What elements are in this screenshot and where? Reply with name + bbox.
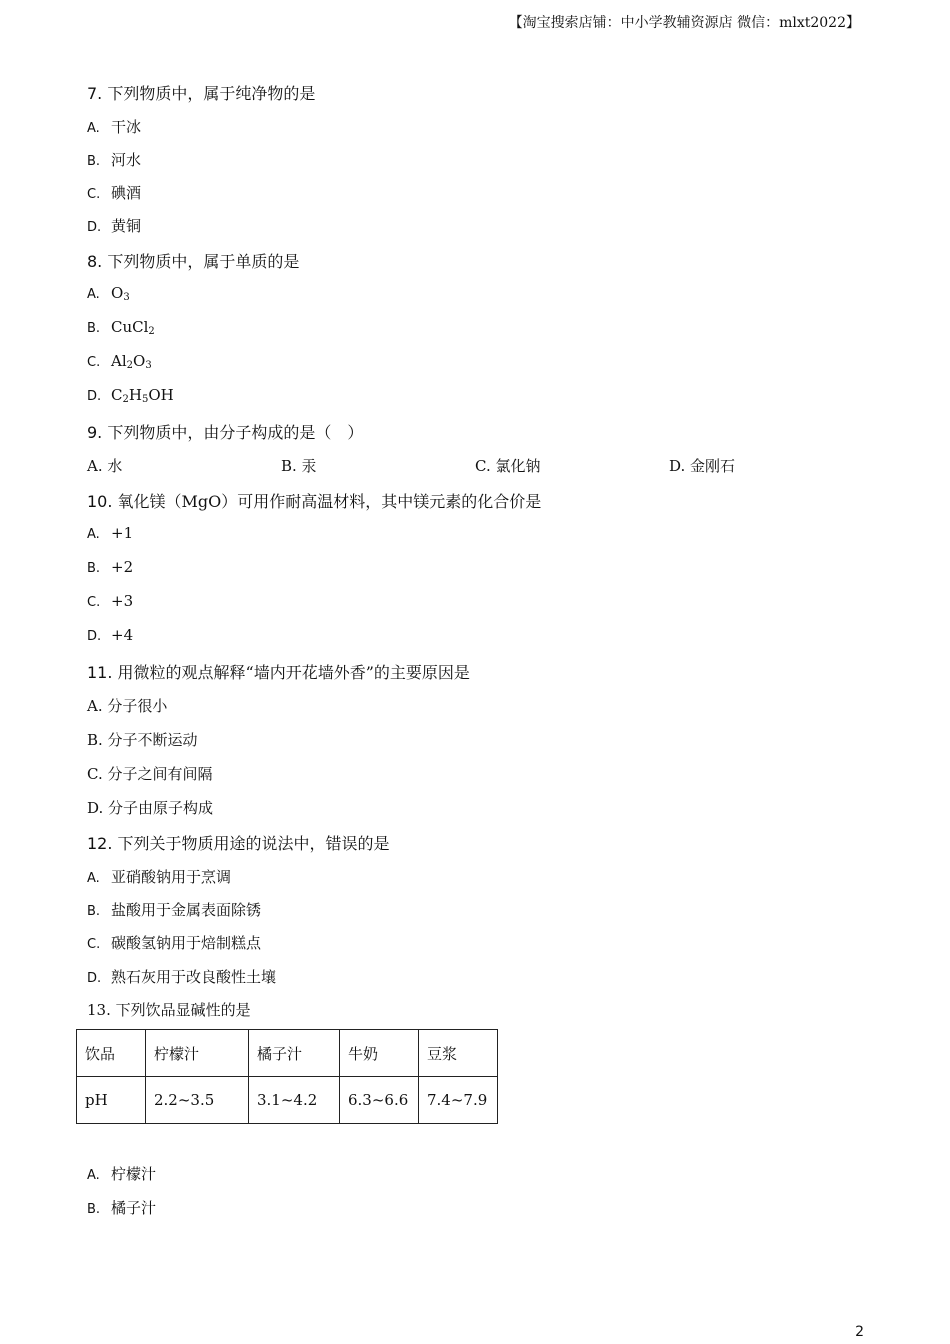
question-9 [87, 420, 363, 443]
option-10c: C. +3 [87, 592, 134, 610]
option-7b: B. 河水 [87, 151, 142, 169]
question-text: 下列物质中，属于单质的是 [102, 252, 300, 271]
option-7c: C. 碘酒 [87, 184, 142, 202]
page-number: 2 [855, 1324, 864, 1340]
table-cell: 柠檬汁 [146, 1030, 249, 1077]
option-8a: A. $O_3$ [87, 284, 130, 303]
question-text: 下列关于物质用途的说法中，错误的是 [112, 834, 390, 853]
option-11d: D. 分子由原子构成 [87, 799, 214, 817]
table-cell: 牛奶 [340, 1030, 419, 1077]
option-11a: A. 分子很小 [87, 697, 168, 715]
option-12b: B. 盐酸用于金属表面除锈 [87, 901, 262, 919]
option-11c: C. 分子之间有间隔 [87, 765, 213, 783]
option-8b: B. CuCl$_2$ [87, 318, 155, 337]
option-10b: B. +2 [87, 558, 134, 576]
question-text: 下列物质中，由分子构成的是（ ） [102, 423, 364, 442]
question-number: 9. [87, 423, 103, 442]
table-row [77, 1077, 498, 1124]
option-13b: B. 橘子汁 [87, 1199, 157, 1217]
question-text: 氧化镁（MgO）可用作耐高温材料，其中镁元素的化合价是 [112, 492, 542, 511]
table-cell: 豆浆 [419, 1030, 498, 1077]
table-cell: pH [77, 1077, 146, 1124]
option-8d: D. $C_2H_5OH$ [87, 386, 174, 405]
question-number: 10. [87, 492, 113, 511]
option-13a: A. 柠檬汁 [87, 1165, 157, 1183]
question-13 [87, 999, 251, 1020]
formula-al2o3: $Al_2O_3$ [111, 352, 152, 371]
question-number: 12. [87, 834, 113, 853]
formula-o3: $O_3$ [111, 284, 130, 303]
option-10a: A. +1 [87, 524, 134, 542]
page-header-watermark: 【淘宝搜索店铺：中小学教辅资源店 微信：mlxt2022】 [508, 15, 860, 31]
question-number: 8. [87, 252, 103, 271]
question-number: 13. [87, 1001, 111, 1019]
option-9a: A. 水 [87, 457, 123, 475]
option-7d: D. 黄铜 [87, 217, 142, 235]
option-12d: D. 熟石灰用于改良酸性土壤 [87, 968, 277, 986]
ph-table [76, 1029, 498, 1124]
table-cell: 饮品 [77, 1030, 146, 1077]
option-9b: B. 汞 [281, 457, 317, 475]
option-8c: C. $Al_2O_3$ [87, 352, 152, 371]
table-cell: 橘子汁 [249, 1030, 340, 1077]
option-7a: A. 干冰 [87, 118, 142, 136]
question-text: 下列物质中，属于纯净物的是 [102, 84, 316, 103]
table-cell: 3.1~4.2 [249, 1077, 340, 1124]
formula-c2h5oh: $C_2H_5OH$ [111, 386, 174, 405]
table-cell: 7.4~7.9 [419, 1077, 498, 1124]
option-12c: C. 碳酸氢钠用于焙制糕点 [87, 934, 262, 952]
option-9c: C. 氯化钠 [475, 457, 541, 475]
option-11b: B. 分子不断运动 [87, 731, 198, 749]
table-cell: 2.2~3.5 [146, 1077, 249, 1124]
question-8 [87, 249, 299, 272]
question-text: 下列饮品显碱性的是 [110, 1001, 251, 1019]
question-number: 11. [87, 663, 113, 682]
question-11 [87, 660, 470, 683]
question-text: 用微粒的观点解释“墙内开花墙外香”的主要原因是 [112, 663, 470, 682]
question-12 [87, 831, 390, 854]
question-10 [87, 489, 541, 512]
question-number: 7. [87, 84, 103, 103]
option-10d: D. +4 [87, 626, 134, 644]
question-7 [87, 81, 315, 104]
options-row-9 [87, 455, 887, 475]
formula-cucl2: CuCl$_2$ [111, 318, 155, 337]
table-cell: 6.3~6.6 [340, 1077, 419, 1124]
option-12a: A. 亚硝酸钠用于烹调 [87, 868, 232, 886]
option-9d: D. 金刚石 [669, 457, 736, 475]
table-header-row [77, 1030, 498, 1077]
